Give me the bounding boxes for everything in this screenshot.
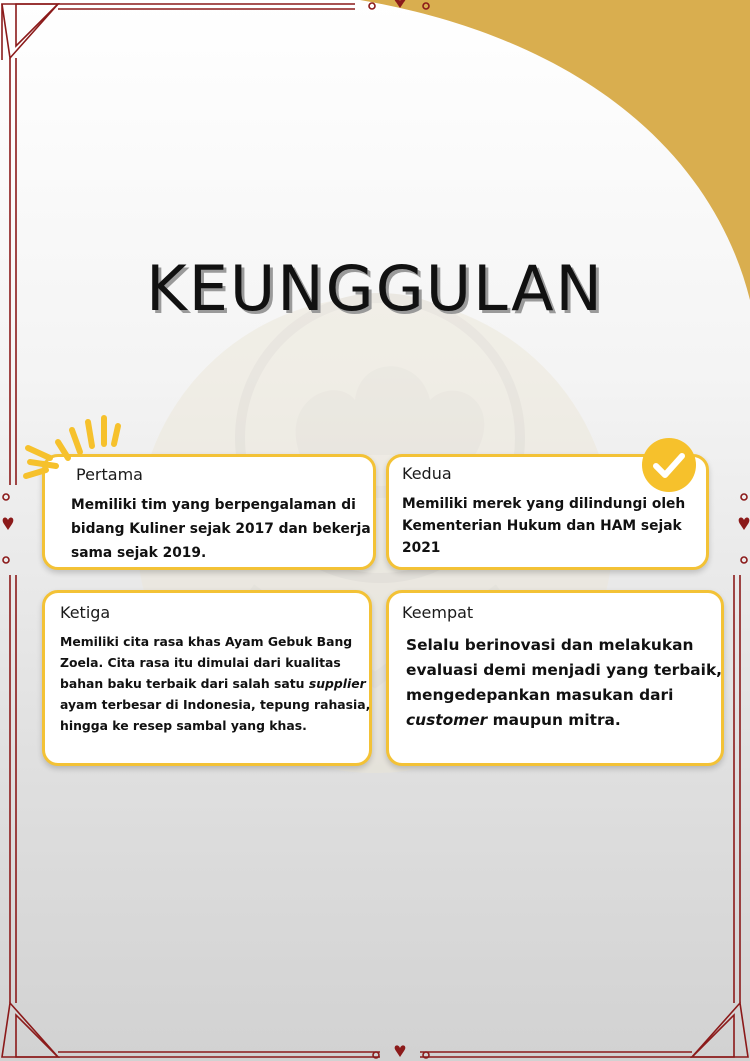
sparkle-burst-icon (20, 400, 130, 490)
card-ketiga (42, 590, 372, 766)
card-text: Memiliki merek yang dilindungi oleh Kementerian Hukum dan HAM sejak 2021 (402, 496, 686, 556)
page-title: KEUNGGULAN (146, 252, 604, 325)
card-heading: Keempat (402, 603, 474, 622)
card-text: Memiliki cita rasa khas Ayam Gebuk Bang Zoela. Cita rasa itu dimulai dari kualitas bahan baku terbaik dari salah satu supplier ayam terbesar di Indonesia, tepung rahasia, hingga ke resep sambal yang khas. (60, 634, 371, 733)
card-heading: Kedua (402, 464, 452, 483)
card-keempat (386, 590, 724, 766)
check-circle-icon (641, 437, 697, 493)
card-text: Memiliki tim yang berpengalaman di bidang Kuliner sejak 2017 dan bekerja sama sejak 2019. (71, 497, 371, 561)
card-heading: Pertama (76, 465, 143, 484)
card-text: Selalu berinovasi dan melakukan evaluasi demi menjadi yang terbaik, mengedepankan masukan dari customer maupun mitra. (406, 636, 723, 729)
card-heading: Ketiga (60, 603, 111, 622)
